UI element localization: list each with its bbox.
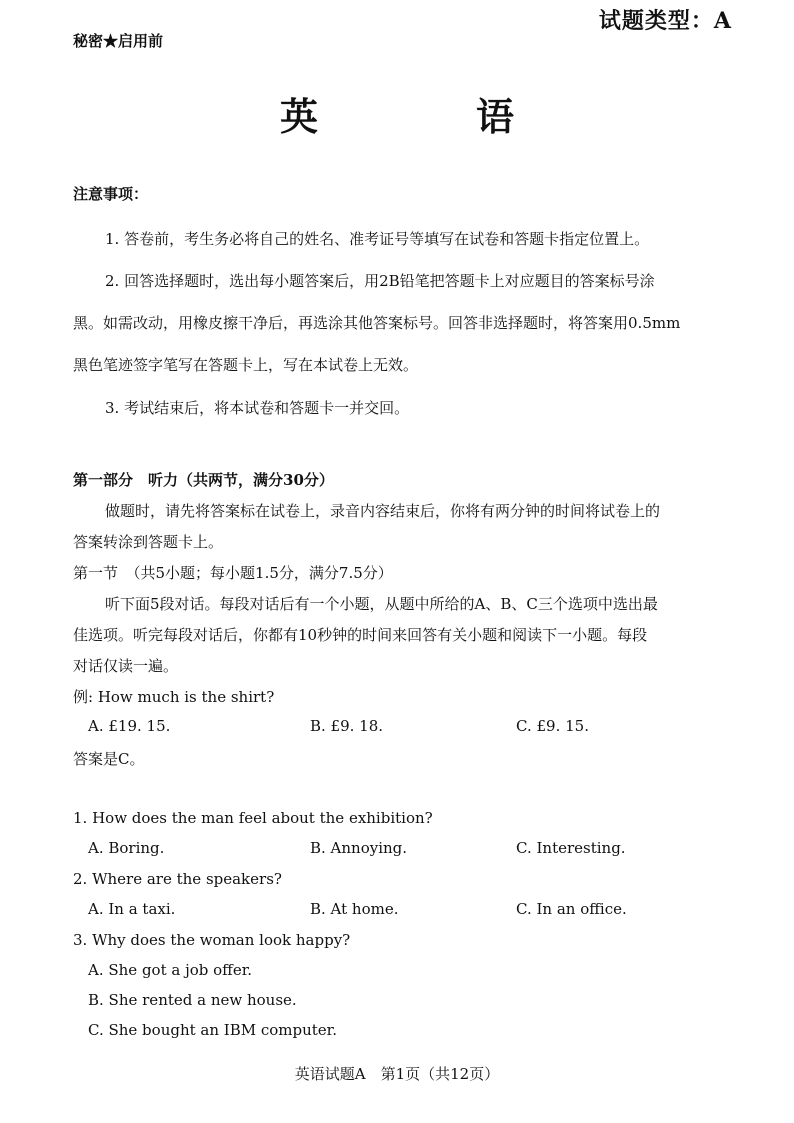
example-question: 例: How much is the shirt? [73,688,275,706]
question-3-option-c: C. She bought an IBM computer. [88,1021,337,1039]
example-answer: 答案是C。 [73,750,145,768]
notice-item-3: 3. 考试结束后，将本试卷和答题卡一并交回。 [105,399,410,417]
notice-heading: 注意事项： [73,185,149,203]
part1-intro-line-2: 答案转涂到答题卡上。 [73,533,224,551]
part1-heading: 第一部分 听力（共两节，满分30分） [73,471,334,489]
section1-intro-line-1: 听下面5段对话。每段对话后有一个小题，从题中所给的A、B、C三个选项中选出最 [105,595,658,613]
confidential-label: 秘密★启用前 [73,32,164,50]
notice-item-2-line-1: 2. 回答选择题时，选出每小题答案后，用2B铅笔把答题卡上对应题目的答案标号涂 [105,272,655,290]
question-2-option-c: C. In an office. [516,900,627,918]
question-1-option-b: B. Annoying. [310,839,408,857]
notice-item-2-line-3: 黑色笔迹签字笔写在答题卡上，写在本试卷上无效。 [73,356,419,374]
example-option-c: C. £9. 15. [516,717,589,735]
part1-intro-line-1: 做题时，请先将答案标在试卷上，录音内容结束后，你将有两分钟的时间将试卷上的 [105,502,661,520]
section1-heading: 第一节 （共5小题；每小题1.5分，满分7.5分） [73,564,393,582]
example-option-a: A. £19. 15. [88,717,171,735]
question-3-option-a: A. She got a job offer. [88,961,252,979]
question-2: 2. Where are the speakers? [73,870,282,888]
question-1-option-c: C. Interesting. [516,839,626,857]
question-2-option-b: B. At home. [310,900,399,918]
section1-intro-line-3: 对话仅读一遍。 [73,657,179,675]
question-3-option-b: B. She rented a new house. [88,991,297,1009]
page-title: 英 语 [279,94,574,139]
page-footer: 英语试题A 第1页（共12页） [294,1065,500,1083]
question-1-option-a: A. Boring. [88,839,165,857]
notice-item-2-line-2: 黑。如需改动，用橡皮擦干净后，再选涂其他答案标号。回答非选择题时，将答案用0.5mm [73,314,681,332]
question-2-option-a: A. In a taxi. [88,900,176,918]
example-option-b: B. £9. 18. [310,717,384,735]
question-3: 3. Why does the woman look happy? [73,931,351,949]
notice-item-1: 1. 答卷前，考生务必将自己的姓名、准考证号等填写在试卷和答题卡指定位置上。 [105,230,650,248]
exam-type-label: 试题类型：A [598,8,732,34]
section1-intro-line-2: 佳选项。听完每段对话后，你都有10秒钟的时间来回答有关小题和阅读下一小题。每段 [73,626,648,644]
question-1: 1. How does the man feel about the exhibition? [73,809,433,827]
